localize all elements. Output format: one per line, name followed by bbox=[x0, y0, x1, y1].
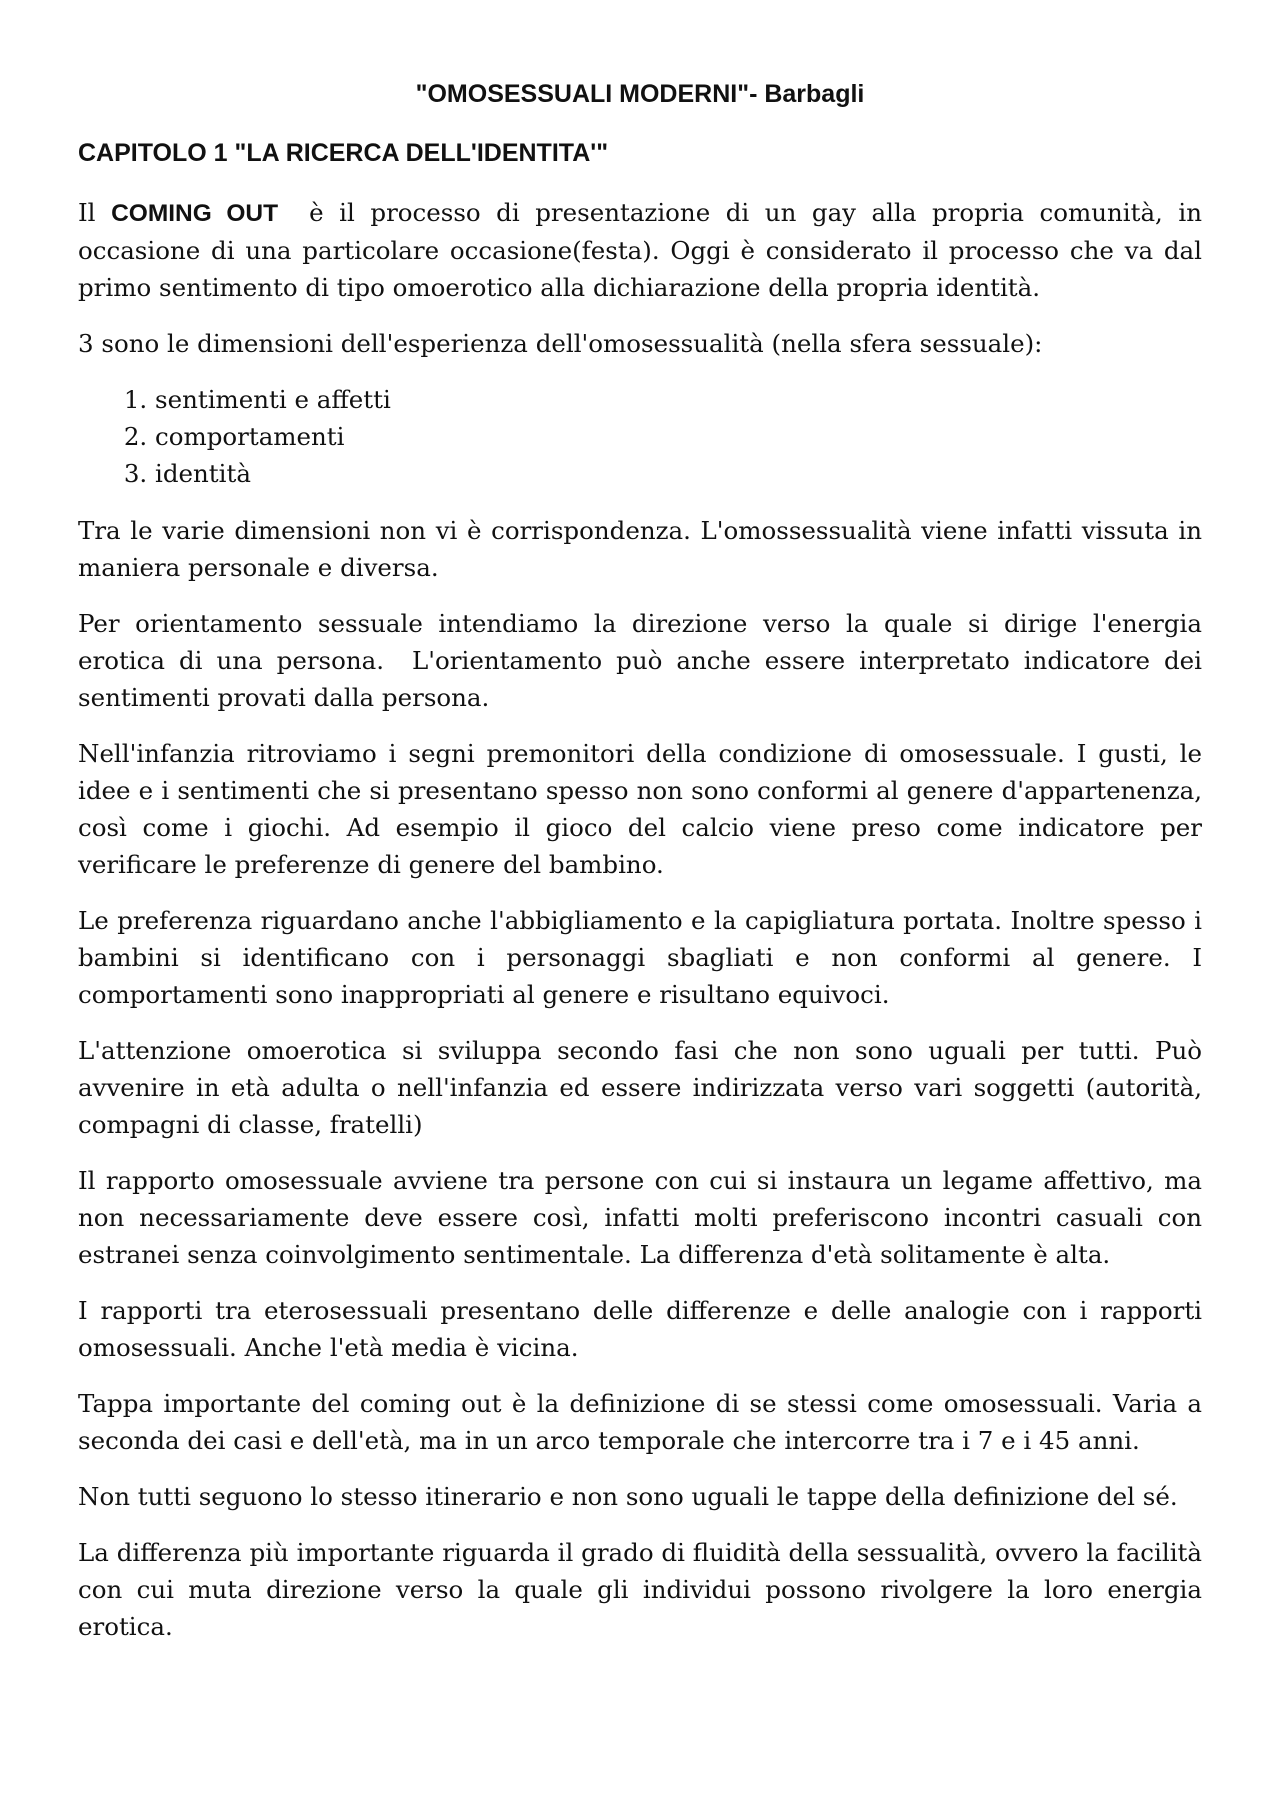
paragraph-childhood: Nell'infanzia ritroviamo i segni premonitori della condizione di omosessuale. I gusti, le idee e i sentimenti che si presentano spesso non sono conformi al genere d'appartenenza, così come i giochi. Ad esempio il gioco del calcio viene preso come indicatore per verificare le preferenze di genere del bambino. bbox=[78, 739, 1202, 879]
paragraph-itinerary: Non tutti seguono lo stesso itinerario e non sono uguali le tappe della definizione del sé. bbox=[78, 1482, 1178, 1511]
list-item: 1. sentimenti e affetti bbox=[155, 381, 1202, 418]
paragraph-attention: L'attenzione omoerotica si sviluppa secondo fasi che non sono uguali per tutti. Può avvenire in età adulta o nell'infanzia ed essere indirizzata verso vari soggetti (autorità, compagni di classe, fratelli) bbox=[78, 1036, 1202, 1139]
paragraph-fluidity: La differenza più importante riguarda il grado di fluidità della sessualità, ovvero la facilità con cui muta direzione verso la quale gli individui possono rivolgere la loro energia erotica. bbox=[78, 1538, 1202, 1641]
paragraph-preferences: Le preferenza riguardano anche l'abbigliamento e la capigliatura portata. Inoltre spesso i bambini si identificano con i personaggi sbagliati e non conformi al genere. I comportamenti sono inappropriati al genere e risultano equivoci. bbox=[78, 906, 1202, 1009]
paragraph-relationship: Il rapporto omosessuale avviene tra persone con cui si instaura un legame affettivo, ma non necessariamente deve essere così, infatti molti preferiscono incontri casuali con estranei senza coinvolgimento sentimentale. La differenza d'età solitamente è alta. bbox=[78, 1166, 1202, 1269]
document-title: "OMOSESSUALI MODERNI"- Barbagli bbox=[415, 80, 865, 108]
paragraph-self-definition: Tappa importante del coming out è la definizione di se stessi come omosessuali. Varia a seconda dei casi e dell'età, ma in un arco temporale che intercorre tra i 7 e i 45 anni. bbox=[78, 1389, 1202, 1455]
intro-rest: è il processo di presentazione di un gay alla propria comunità, in occasione di una particolare occasione(festa). Oggi è considerato il processo che va dal primo sentimento di tipo omoerotico alla dichiarazione della propria identità. bbox=[78, 198, 1210, 302]
paragraph-correspondence: Tra le varie dimensioni non vi è corrispondenza. L'omossessualità viene infatti vissuta in maniera personale e diversa. bbox=[78, 516, 1202, 582]
dimensions-list bbox=[78, 381, 1202, 492]
paragraph-orientation: Per orientamento sessuale intendiamo la direzione verso la quale si dirige l'energia erotica di una persona. L'orientamento può anche essere interpretato indicatore dei sentimenti provati dalla persona. bbox=[78, 609, 1210, 712]
intro-lead: Il bbox=[78, 198, 112, 227]
paragraph-heterosexual: I rapporti tra eterosessuali presentano delle differenze e delle analogie con i rapporti omosessuali. Anche l'età media è vicina. bbox=[78, 1296, 1202, 1362]
dimensions-intro: 3 sono le dimensioni dell'esperienza dell'omosessualità (nella sfera sessuale): bbox=[78, 329, 1043, 358]
chapter-heading: CAPITOLO 1 "LA RICERCA DELL'IDENTITA'" bbox=[78, 139, 609, 167]
coming-out-keyword: COMING OUT bbox=[111, 200, 279, 227]
list-item: 2. comportamenti bbox=[155, 418, 1202, 455]
document-page bbox=[78, 76, 1210, 1664]
list-item: 3. identità bbox=[155, 455, 1202, 492]
intro-paragraph bbox=[78, 194, 1210, 306]
